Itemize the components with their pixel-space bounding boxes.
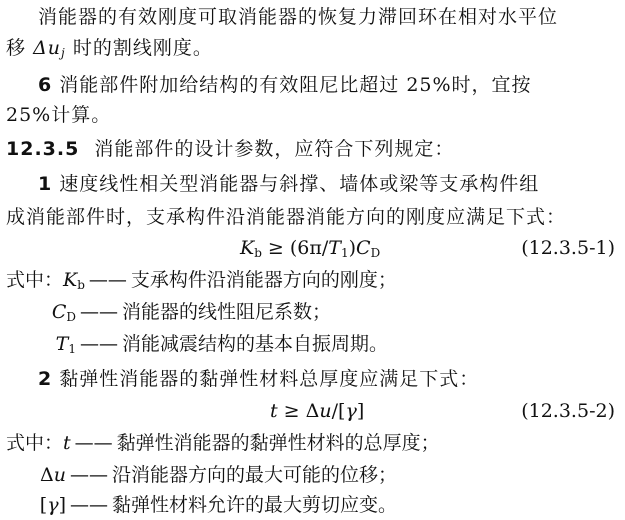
paragraph-line: 成消能部件时，支承构件沿消能器消能方向的刚度应满足下式： — [6, 206, 567, 228]
clause-6-line: 6 消能部件附加给结构的有效阻尼比超过 25%时，宜按 — [38, 74, 532, 96]
paragraph-line: 消能器的有效刚度可取消能器的恢复力滞回环在相对水平位 — [38, 6, 559, 28]
paragraph-line: 移 $\Delta u_j$ 时的割线刚度。 — [6, 37, 213, 60]
definition-line: $T_1$ —— 消能减震结构的基本自振周期。 — [55, 333, 389, 356]
delta-u-j-symbol: $\Delta u_j$ — [33, 37, 66, 60]
section-heading: 12.3.5 消能部件的设计参数，应符合下列规定： — [6, 138, 455, 160]
definition-line: 式中：$K_b$ —— 支承构件沿消能器方向的刚度； — [6, 269, 397, 292]
equation-number: (12.3.5-1) — [521, 237, 615, 259]
equation-formula: t ≥ Δu/[γ] — [270, 400, 365, 422]
item-1-line: 1 速度线性相关型消能器与斜撑、墙体或梁等支承构件组 — [38, 173, 540, 195]
definition-line: Δu —— 沿消能器方向的最大可能的位移； — [40, 464, 398, 486]
definition-line: [γ] —— 黏弹性材料允许的最大剪切应变。 — [39, 494, 398, 516]
item-2-line: 2 黏弹性消能器的黏弹性材料总厚度应满足下式： — [38, 368, 480, 390]
paragraph-line: 25%计算。 — [6, 104, 112, 126]
definition-line: $C_D$ —— 消能器的线性阻尼系数； — [51, 301, 332, 324]
equation-formula: $K_b \ge (6\pi/T_1)C_D$ — [240, 237, 381, 260]
definition-line: 式中：t —— 黏弹性消能器的黏弹性材料的总厚度； — [6, 432, 440, 454]
equation-number: (12.3.5-2) — [521, 400, 615, 422]
